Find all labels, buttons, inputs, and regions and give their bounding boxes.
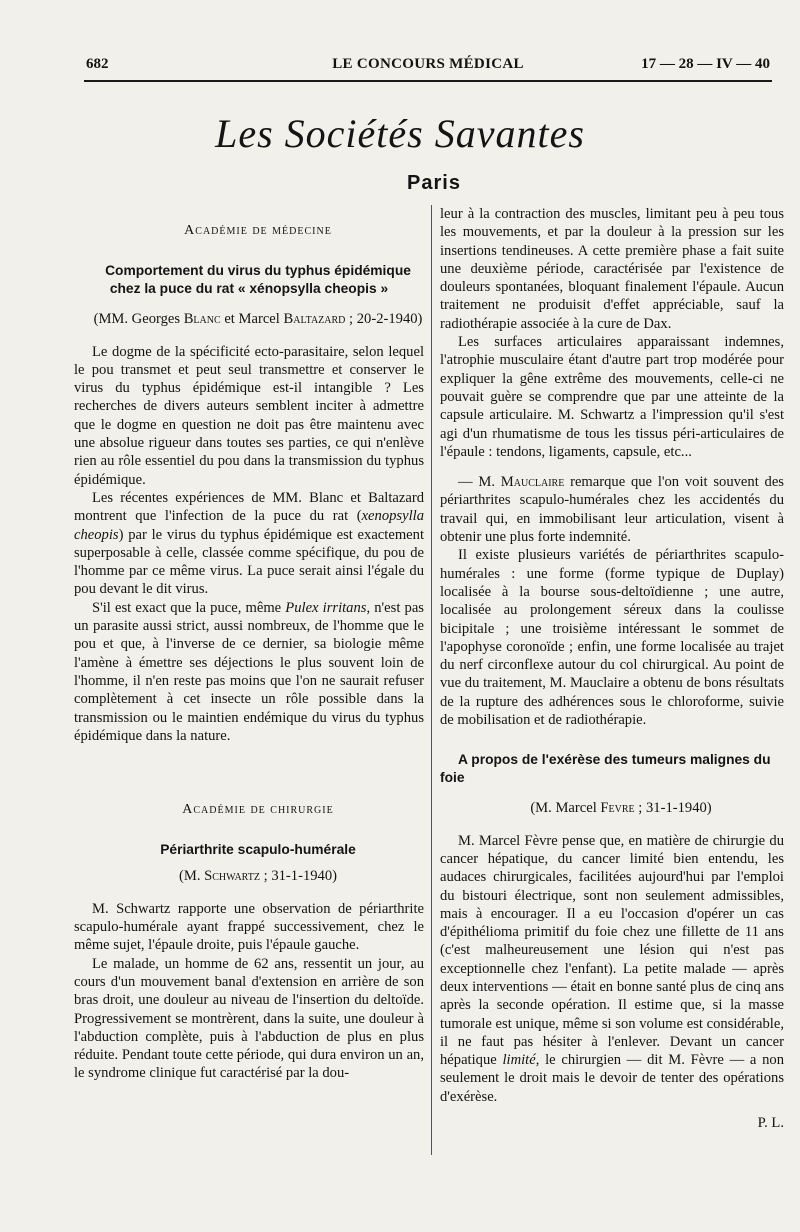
- article-citation: [440, 799, 784, 817]
- article-citation: [74, 867, 424, 885]
- page-subtitle: Paris: [407, 172, 461, 194]
- author-name: Mauclaire: [500, 474, 565, 491]
- article-citation: [74, 310, 424, 328]
- issue-date: 17 — 28 — IV — 40: [641, 56, 770, 72]
- article-title: Comportement du virus du typhus épidémique chez la puce du rat « xénopsylla cheopis »: [105, 263, 411, 297]
- paragraph: [74, 489, 424, 599]
- paragraph-text: S'il est exact que la puce, même: [92, 599, 286, 616]
- article-title: A propos de l'exérèse des tumeurs malignes du foie: [440, 752, 771, 786]
- paragraph-text: ) par le virus du typhus épidémique est exactement superposable à celle, classée comme spécifique, du pou de l'homme par ce même virus. La puce serait ainsi l'égale du pou devant le dit virus.: [74, 526, 424, 598]
- paragraph: Le malade, un homme de 62 ans, ressentit un jour, au cours d'un mouvement banal d'extension en arrière de son bras droit, une douleur au niveau de l'insertion du deltoïde. Progressivement se montrèrent, dans la suite, une douleur à l'abduction complète, puis à l'abduction de plus en plus réduite. Pendant toute cette période, qui dura environ un an, le syndrome clinique fut caractérisé par la dou-: [74, 955, 424, 1082]
- paragraph-text: , n'est pas un parasite aussi strict, aussi nombreux, de l'homme que le pou et que, à l'inverse de ce dernier, sa biologie même l'amène à émettre ses déjections le plus souvent loin de l'homme, il n'en reste pas moins que l'on ne saurait refuser complètement à cet insecte un rôle possible dans la transmission ou le maintien endémique du virus du typhus épidémique dans la nature.: [74, 599, 424, 744]
- right-column: [440, 205, 784, 1132]
- paragraph: [74, 599, 424, 745]
- journal-title: LE CONCOURS MÉDICAL: [332, 56, 524, 72]
- author-name: Baltazard: [283, 311, 346, 328]
- paragraph: Il existe plusieurs variétés de périarthrites scapulo-humérales : une forme (forme typique de Duplay) localisée à la bourse sous-deltoïdienne ; une autre, localisée au prolongement séreux dans la coulisse bicipitale ; une troisième intéressant le sommet de l'apophyse coronoïde ; enfin, une forme localisée au trajet du nerf circonflexe autour du col chirurgical. Au point de vue du traitement, M. Mauclaire a obtenu de bons résultats de la rupture des adhérences sous le chloroforme, suivie de mobilisation et de radiothérapie.: [440, 547, 784, 729]
- left-column: [74, 222, 424, 1083]
- citation-text: (M. Marcel: [530, 800, 601, 817]
- citation-text: ; 20-2-1940): [345, 311, 423, 328]
- paragraph-text: Les récentes expériences de MM. Blanc et Baltazard montrent que l'infection de la puce du rat (: [74, 489, 424, 525]
- author-name: Fevre: [600, 800, 635, 817]
- paragraph: M. Schwartz rapporte une observation de périarthrite scapulo-humérale ayant frappé successivement, chez le même sujet, l'épaule droite, puis l'épaule gauche.: [74, 900, 424, 954]
- citation-text: (M.: [178, 868, 205, 885]
- paragraph: Les surfaces articulaires apparaissant indemnes, l'atrophie musculaire étant d'autre part trop modérée pour expliquer la gêne extrême des mouvements, celle-ci ne pouvait guère se comprendre que par une atteinte de la capsule articulaire. M. Schwartz a l'impression qu'il s'est agi d'un rhumatisme de tous les tissus péri-articulaires de l'épaule : tendons, ligaments, capsule, etc...: [440, 334, 784, 460]
- citation-text: ; 31-1-1940): [259, 868, 337, 885]
- paragraph-text: — M.: [458, 474, 501, 491]
- paragraph-text: , le chirurgien — dit M. Fèvre — a non seulement le droit mais le devoir de tenter des opérations d'exérèse.: [440, 1052, 784, 1105]
- page-number: 682: [86, 56, 109, 72]
- paragraph: [440, 473, 784, 546]
- paragraph: leur à la contraction des muscles, limitant peu à peu tous les mouvements, et par la douleur à la pression sur les insertions tendineuses. A cette première phase a fait suite une deuxième période, caractérisée par l'existence de douleurs spontanées, bloquant finalement l'épaule. Aucun traitement ne produisit d'effet appréciable, sauf la radiothérapie associée à la cure de Dax.: [440, 206, 784, 332]
- paragraph-text: remarque que l'on voit souvent des périarthrites scapulo-humérales chez les accidentés du travail qui, en immobilisant leur articulation, visent à obtenir une plus forte indemnité.: [440, 474, 784, 546]
- author-name: Schwartz: [204, 868, 260, 885]
- species-name: xenopsylla cheopis: [74, 508, 424, 543]
- signature: P. L.: [757, 1115, 784, 1132]
- citation-text: (MM. Georges: [93, 311, 184, 328]
- emphasis: limité: [502, 1052, 536, 1069]
- paragraph-text: M. Marcel Fèvre pense que, en matière de chirurgie du cancer hépatique, du cancer limité bien entendu, les audaces chirurgicales, facilitées aujourd'hui par l'emploi du bistouri électrique, sont non seulement admissibles, mais à encourager. Il a eu l'occasion d'opérer un cas d'épithélioma primitif du foie chez une fillette de 11 ans (c'est malheureusement une lésion qui n'est pas exceptionnelle chez l'enfant). La petite malade — après deux interventions — était en bonne santé plus de cinq ans après la seconde opération. Il estime que, si la masse tumorale est unique, même si son volume est considérable, il ne faut pas hésiter à l'enlever. Devant un cancer hépatique: [440, 832, 784, 1069]
- species-name: Pulex irritans: [285, 599, 367, 616]
- paragraph: [440, 832, 784, 1106]
- author-name: Blanc: [183, 311, 221, 328]
- header-rule: [84, 80, 772, 82]
- citation-text: et Marcel: [220, 311, 284, 328]
- article-title: Périarthrite scapulo-humérale: [160, 842, 356, 858]
- section-heading: Académie de chirurgie: [182, 802, 334, 818]
- citation-text: ; 31-1-1940): [634, 800, 712, 817]
- running-header: [86, 56, 770, 80]
- section-heading: Académie de médecine: [184, 223, 332, 238]
- column-divider: [431, 205, 432, 1155]
- page-title: Les Sociétés Savantes: [215, 111, 585, 156]
- paragraph: Le dogme de la spécificité ecto-parasitaire, selon lequel le pou transmet et peut seul transmettre et conserver le virus du typhus épidémique est-il intangible ? Les recherches de divers auteurs semblent inciter à admettre que le dogme en question ne doit pas être maintenu avec une absolue rigueur dans toutes ses parties, ce qui n'enlève rien au rôle essentiel du pou dans la transmission du typhus épidémique.: [74, 343, 424, 488]
